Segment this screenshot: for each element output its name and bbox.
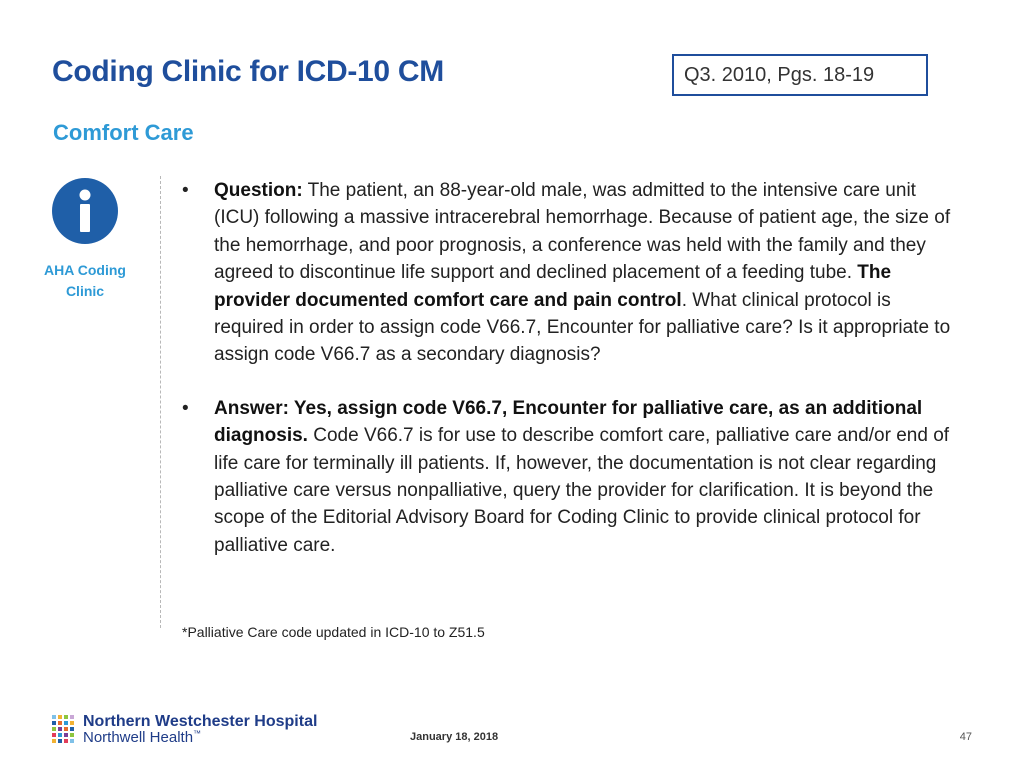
footer-date: January 18, 2018 [410,731,499,743]
bullet: • [182,180,189,201]
question-text-2: . What clinical protocol is required in order to assign code V66.7, Encounter for palliative care? Is it appropriate to assign code V66.7 as a secondary diagnosis? [214,289,951,366]
page-number: 47 [959,731,972,743]
qa-list [182,177,957,559]
info-icon [52,178,118,244]
question-item [182,177,957,369]
source-label-line1: AHA Coding [44,262,126,278]
question-text-1: The patient, an 88-year-old male, was admitted to the intensive care unit (ICU) following a massive intracerebral hemorrhage. Because of patient age, the size of the hemorrhage, and poor prognosis, a conference was held with the family and they agreed to discontinue life support and declined placement of a feeding tube. [214,180,951,284]
answer-item [182,395,957,559]
bullet: • [182,397,189,419]
slide-title: Coding Clinic for ICD-10 CM [52,55,444,88]
logo-mark-icon [52,715,78,743]
footnote: *Palliative Care code updated in ICD-10 to Z51.5 [182,624,485,640]
vertical-divider [160,176,161,628]
source-label [30,260,140,302]
trademark: ™ [193,729,202,738]
logo-line2 [83,729,201,746]
answer-text: Code V66.7 is for use to describe comfort care, palliative care and/or end of life care for terminally ill patients. If, however, the documentation is not clear regarding palliative care versus nonpalliative, query the provider for clarification. It is beyond the scope of the Editorial Advisory Board for Coding Clinic to provide clinical protocol for palliative care. [214,425,950,556]
logo-line1: Northern Westchester Hospital [83,713,318,730]
question-emphasis: The provider documented comfort care and pain control [214,262,892,311]
source-label-line2: Clinic [65,283,105,299]
answer-label: Answer: Yes, assign code V66.7, Encounter for palliative care, as an additional diagnosis. [214,397,923,447]
reference-text: Q3. 2010, Pgs. 18-19 [684,63,875,86]
reference-box [672,54,928,96]
slide-subtitle: Comfort Care [53,120,194,145]
question-label: Question: [214,180,303,201]
logo-line2-text: Northwell Health [83,729,194,746]
